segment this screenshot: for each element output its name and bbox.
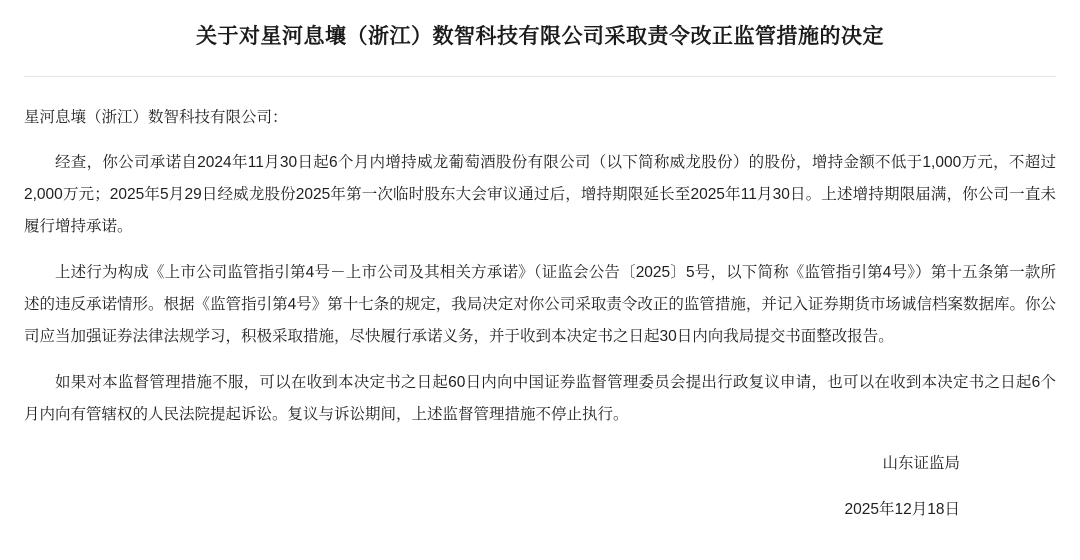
document-body	[0, 77, 1080, 525]
signature-block	[24, 449, 1056, 525]
signature-date	[24, 495, 960, 525]
salutation: 星河息壤（浙江）数智科技有限公司：	[24, 109, 288, 126]
paragraph-2: 上述行为构成《上市公司监管指引第4号－上市公司及其相关方承诺》（证监会公告〔2025〕5号，以下简称《监管指引第4号》）第十五条第一款所述的违反承诺情形。根据《监管指引第4号》第十七条的规定，我局决定对你公司采取责令改正的监管措施，并记入证券期货市场诚信档案数据库。你公司应当加强证券法律法规学习，积极采取措施，尽快履行承诺义务，并于收到本决定书之日起30日内向我局提交书面整改报告。	[24, 264, 1056, 345]
paragraph-1: 经查，你公司承诺自2024年11月30日起6个月内增持威龙葡萄酒股份有限公司（以下简称威龙股份）的股份，增持金额不低于1,000万元，不超过2,000万元；2025年5月29日经威龙股份2025年第一次临时股东大会审议通过后，增持期限延长至2025年11月30日。上述增持期限届满，你公司一直未履行增持承诺。	[24, 154, 1056, 235]
signature-organization: 山东证监局	[882, 455, 960, 472]
signature-date-text: 2025年12月18日	[844, 501, 960, 518]
page-title: 关于对星河息壤（浙江）数智科技有限公司采取责令改正监管措施的决定	[196, 25, 884, 48]
paragraph-3: 如果对本监督管理措施不服，可以在收到本决定书之日起60日内向中国证券监督管理委员会提出行政复议申请，也可以在收到本决定书之日起6个月内向有管辖权的人民法院提起诉讼。复议与诉讼期间，上述监督管理措施不停止执行。	[24, 374, 1056, 423]
